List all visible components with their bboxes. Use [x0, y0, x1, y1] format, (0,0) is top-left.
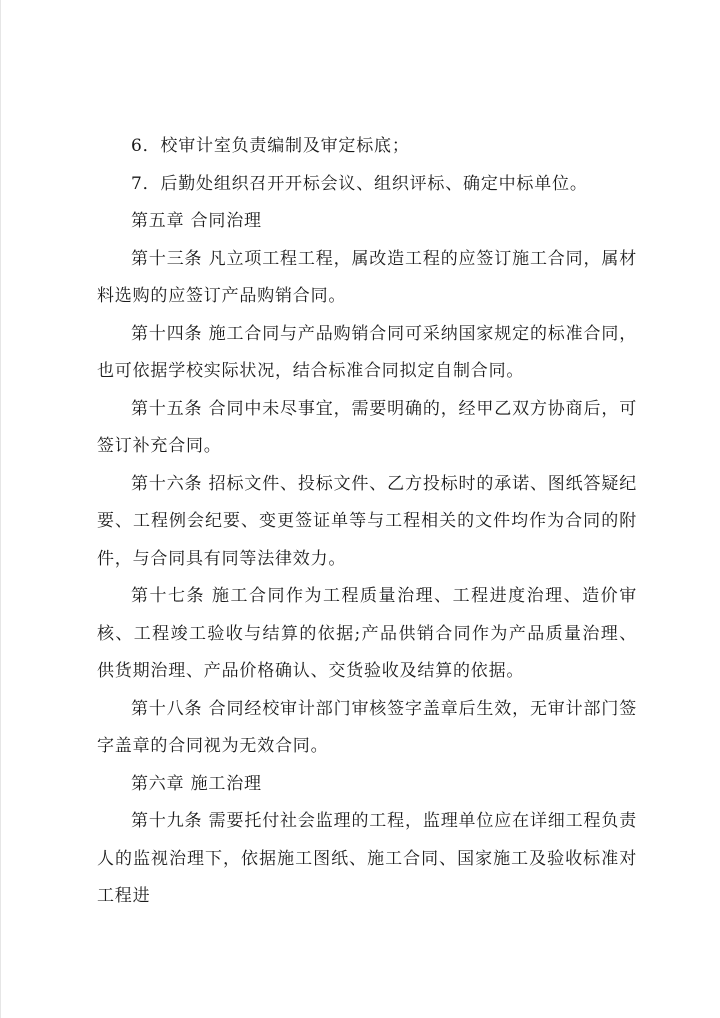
article-15: 第十五条 合同中未尽事宜，需要明确的，经甲乙双方协商后，可签订补充合同。 — [97, 398, 637, 456]
article-17: 第十七条 施工合同作为工程质量治理、工程进度治理、造价审核、工程竣工验收与结算的依据;产品供销合同作为产品质量治理、供货期治理、产品价格确认、交货验收及结算的依据。 — [97, 586, 637, 681]
article-19: 第十九条 需要托付社会监理的工程，监理单位应在详细工程负责人的监视治理下，依据施工图纸、施工合同、国家施工及验收标准对工程进 — [97, 811, 637, 906]
article-14: 第十四条 施工合同与产品购销合同可采纳国家规定的标准合同，也可依据学校实际状况，结合标准合同拟定自制合同。 — [97, 323, 637, 381]
article-18: 第十八条 合同经校审计部门审核签字盖章后生效，无审计部门签字盖章的合同视为无效合同。 — [97, 698, 637, 756]
article-13: 第十三条 凡立项工程工程，属改造工程的应签订施工合同，属材料选购的应签订产品购销合同。 — [97, 248, 637, 306]
chapter-heading-6: 第六章 施工治理 — [131, 773, 262, 794]
chapter-heading-5: 第五章 合同治理 — [131, 211, 262, 231]
list-item-6: 6．校审计室负责编制及审定标底； — [131, 136, 410, 156]
list-item-7: 7．后勤处组织召开开标会议、组织评标、确定中标单位。 — [131, 173, 588, 194]
document-body — [97, 128, 637, 916]
article-16: 第十六条 招标文件、投标文件、乙方投标时的承诺、图纸答疑纪要、工程例会纪要、变更签证单等与工程相关的文件均作为合同的附件，与合同具有同等法律效力。 — [97, 473, 637, 569]
